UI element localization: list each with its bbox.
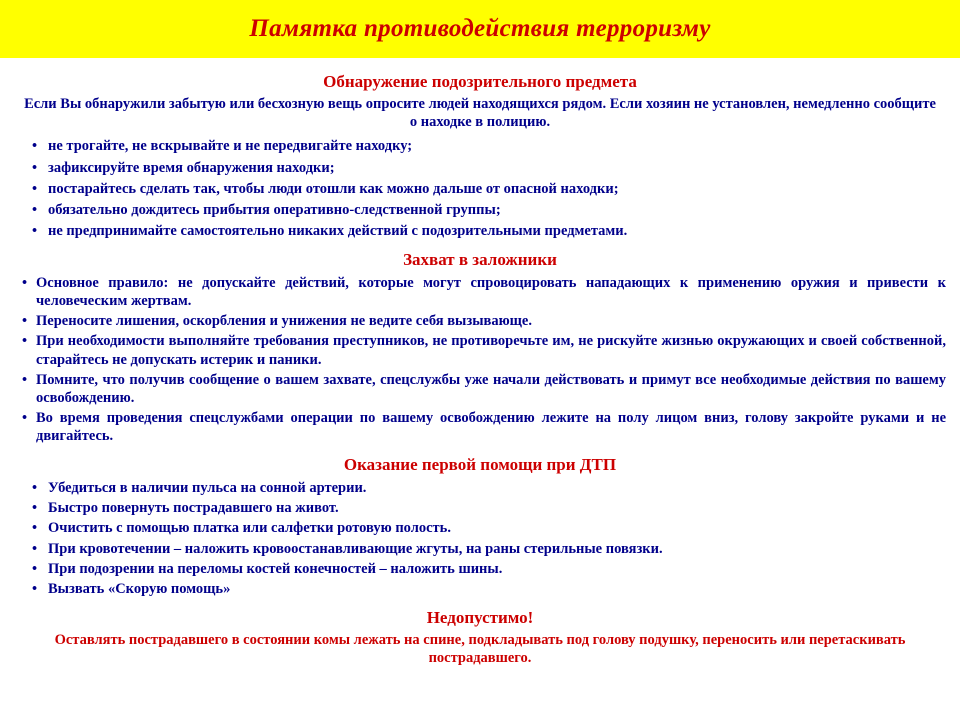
list-item-text: Во время проведения спецслужбами операции по вашему освобождению лежите на полу лицом вниз, голову закройте руками и не двигайтесь.: [36, 409, 946, 444]
list-item: [14, 180, 946, 198]
section-heading-hostage: Захват в заложники: [403, 250, 557, 269]
list-item-text: Убедиться в наличии пульса на сонной артерии.: [48, 480, 367, 497]
bullet-icon: •: [32, 222, 38, 239]
bullet-icon: •: [32, 201, 38, 218]
bullet-icon: •: [32, 560, 38, 577]
bullet-icon: •: [22, 371, 28, 388]
list-item: [14, 479, 946, 497]
section-intro-suspicious-object: Если Вы обнаружили забытую или бесхозную вещь опросите людей находящихся рядом. Если хозяин не установлен, немедленно сообщите о находке в полицию.: [24, 96, 936, 130]
list-item: [14, 409, 946, 445]
list-item-text: постарайтесь сделать так, чтобы люди отошли как можно дальше от опасной находки;: [48, 180, 619, 197]
list-item: [14, 312, 946, 330]
list-item: [14, 137, 946, 155]
section-heading-suspicious-object: Обнаружение подозрительного предмета: [323, 72, 637, 91]
list-item: [14, 371, 946, 407]
page-title: Памятка противодействия терроризму: [249, 15, 711, 42]
bullet-icon: •: [32, 159, 38, 176]
list-item: [14, 560, 946, 578]
list-item-text: При необходимости выполняйте требования преступников, не противоречьте им, не рискуйте жизнью окружающих и своей собственной, старайтесь не допускать истерик и паники.: [36, 333, 946, 368]
list-item: [14, 274, 946, 310]
closing-warning-text: Оставлять пострадавшего в состоянии комы лежать на спине, подкладывать под голову подушку, переносить или перетаскивать пострадавшего.: [54, 631, 906, 666]
list-item: [14, 499, 946, 517]
poster-content: [0, 58, 960, 667]
list-item-text: Быстро повернуть пострадавшего на живот.: [48, 500, 339, 517]
list-item-text: При подозрении на переломы костей конечностей – наложить шины.: [48, 560, 503, 577]
list-item: [14, 540, 946, 558]
bullet-icon: •: [22, 333, 28, 350]
list-item: [14, 159, 946, 177]
bullet-icon: •: [32, 540, 38, 557]
bullet-icon: •: [32, 520, 38, 537]
list-item: [14, 519, 946, 537]
list-item-text: обязательно дождитесь прибытия оперативно-следственной группы;: [48, 201, 501, 218]
list-item-text: не трогайте, не вскрывайте и не передвигайте находку;: [48, 138, 413, 155]
list-item-text: Переносите лишения, оскорбления и унижения не ведите себя вызывающе.: [36, 313, 532, 330]
title-banner: [0, 0, 960, 58]
list-item-text: не предпринимайте самостоятельно никаких действий с подозрительными предметами.: [48, 222, 628, 239]
list-item: [14, 201, 946, 219]
section-heading-forbidden: Недопустимо!: [426, 607, 534, 627]
list-suspicious-object: [14, 137, 946, 240]
list-item-text: Помните, что получив сообщение о вашем захвате, спецслужбы уже начали действовать и примут все необходимые действия по вашему освобождению.: [36, 371, 946, 406]
list-first-aid: [14, 479, 946, 598]
list-item-text: Основное правило: не допускайте действий, которые могут спровоцировать нападающих к применению оружия и привести к человеческим жертвам.: [36, 275, 946, 310]
bullet-icon: •: [32, 500, 38, 517]
bullet-icon: •: [22, 409, 28, 426]
bullet-icon: •: [32, 480, 38, 497]
bullet-icon: •: [32, 180, 38, 197]
list-item: [14, 332, 946, 368]
list-item-text: зафиксируйте время обнаружения находки;: [48, 159, 335, 176]
bullet-icon: •: [22, 313, 28, 330]
section-heading-first-aid: Оказание первой помощи при ДТП: [343, 455, 617, 475]
list-item-text: Вызвать «Скорую помощь»: [48, 580, 231, 597]
list-hostage: [14, 274, 946, 445]
bullet-icon: •: [32, 138, 38, 155]
bullet-icon: •: [32, 580, 38, 597]
list-item: [14, 580, 946, 598]
bullet-icon: •: [22, 275, 28, 291]
list-item: [14, 222, 946, 240]
list-item-text: Очистить с помощью платка или салфетки ротовую полость.: [48, 520, 451, 537]
list-item-text: При кровотечении – наложить кровоостанавливающие жгуты, на раны стерильные повязки.: [48, 540, 663, 557]
